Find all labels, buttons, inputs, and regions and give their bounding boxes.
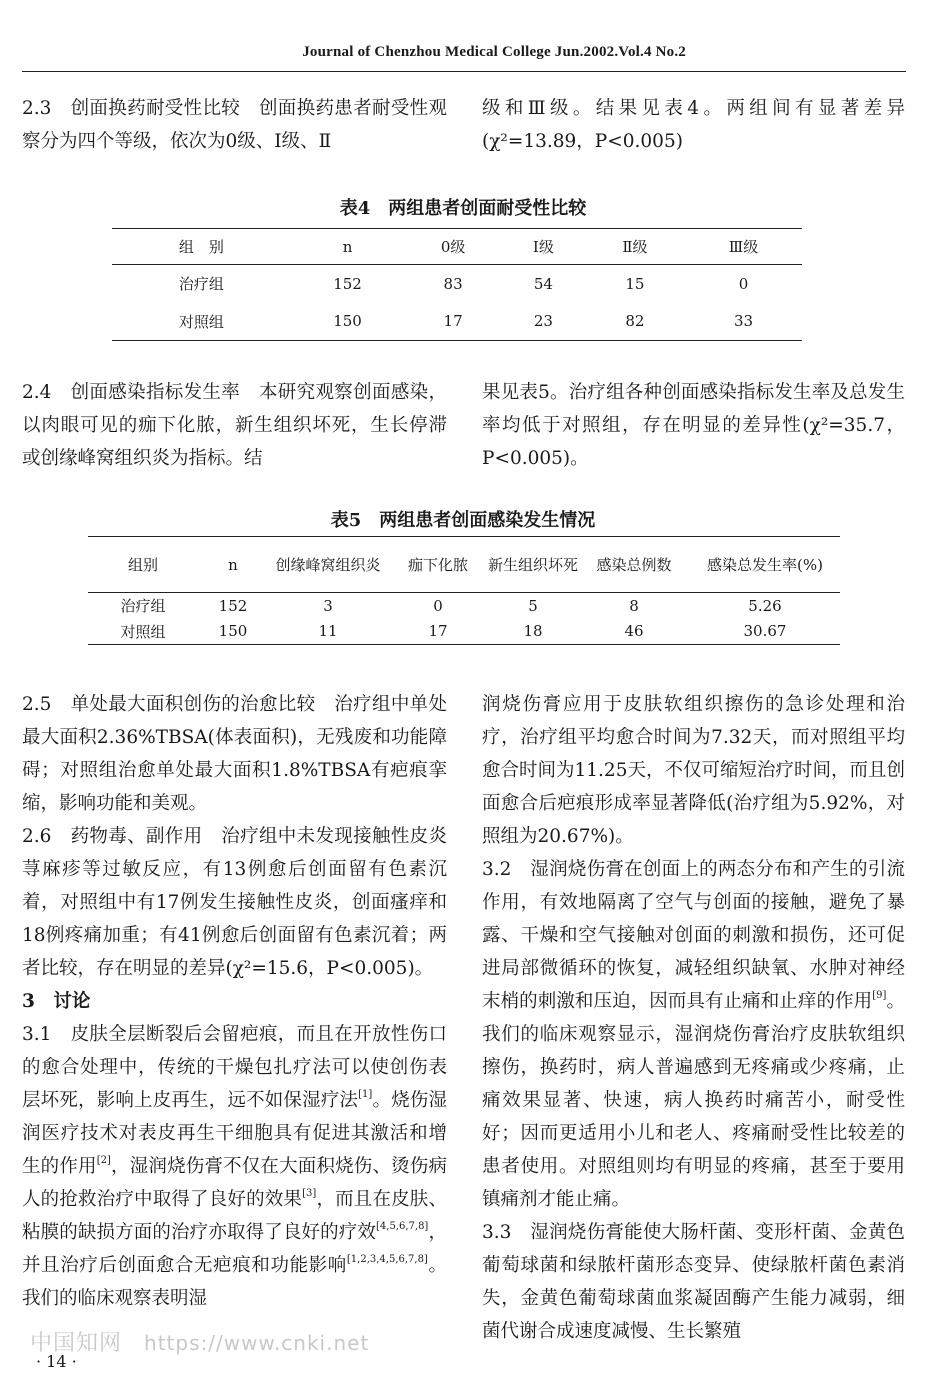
page-number: · 14 · [36,1352,77,1371]
table-header-cell: 感染总发生率(%) [707,555,823,574]
citation: [2] [96,1155,111,1166]
table-header-row [88,537,840,593]
table-cell: 30.67 [743,622,787,641]
table4 [112,228,802,341]
paragraph-2-6: 2.6 药物毒、副作用 治疗组中未发现接触性皮炎荨麻疹等过敏反应，有13例愈后创面留有色素沉着，对照组中有17例发生接触性皮炎，创面瘙痒和18例疼痛加重；有41例愈后创面留有色素沉着；两者比较，存在明显的差异(χ²=15.6，P<0.005)。 [22,826,447,979]
paragraph: 级和Ⅲ级。结果见表4。两组间有显著差异(χ²=13.89，P<0.005) [482,98,905,152]
section-2-3-right [482,92,905,162]
watermark-brand: 中国知网 [30,1331,123,1356]
running-header: Journal of Chenzhou Medical College Jun.2002.Vol.4 No.2 [302,44,686,60]
table5 [88,536,840,645]
citation: [4,5,6,7,8] [376,1221,429,1232]
citation: [3] [302,1188,317,1199]
table-cell: 17 [443,312,463,331]
table-cell: 18 [523,622,543,641]
table-cell: 33 [733,312,754,331]
watermark-url: https://www.cnki.net [144,1331,370,1355]
table-cell: 11 [318,622,338,641]
table-cell: 150 [333,312,362,331]
table-row [112,303,802,341]
table-header-cell: 创缘峰窝组织炎 [275,555,381,574]
table5-caption: 表5 两组患者创面感染发生情况 [330,510,596,531]
paragraph-3-3: 3.3 湿润烧伤膏能使大肠杆菌、变形杆菌、金黄色葡萄球菌和绿脓杆菌形态变异、使绿脓杆菌色素消失，金黄色葡萄球菌血浆凝固酶产生能力减弱，细菌代谢合成速度减慢、生长繁殖 [482,1222,905,1342]
table-row [112,265,802,303]
table-header-cell: 痂下化脓 [407,556,468,574]
section-2-4-right [482,376,905,475]
table-cell: 对照组 [178,312,224,331]
table-header-cell: 感染总例数 [596,556,672,574]
paragraph: 2.3 创面换药耐受性比较 创面换药患者耐受性观察分为四个等级，依次为0级、Ⅰ级、Ⅱ [22,98,447,152]
table-cell: 17 [428,622,448,641]
table-row [88,619,840,645]
paragraph-3-1: 3.1 皮肤全层断裂后会留疤痕，而且在开放性伤口的愈合处理中，传统的干燥包扎疗法可以使创伤表层坏死，影响上皮再生，远不如保湿疗法[1]。烧伤湿润医疗技术对表皮再生干细胞具有促进其激活和增生的作用[2]，湿润烧伤膏不仅在大面积烧伤、烫伤病人的抢救治疗中取得了良好的效果[3]，而且在皮肤、粘膜的缺损方面的治疗亦取得了良好的疗效[4,5,6,7,8]，并且治疗后创面愈合无疤痕和功能影响[1,2,3,4,5,6,7,8]。我们的临床观察表明湿 [22,1024,447,1309]
paragraph-2-5: 2.5 单处最大面积创伤的治愈比较 治疗组中单处最大面积2.36%TBSA(体表面积)，无残废和功能障碍；对照组治愈单处最大面积1.8%TBSA有疤痕挛缩，影响功能和美观。 [22,694,447,814]
table-header-cell: Ⅰ级 [532,238,554,256]
table-cell: 23 [533,312,553,331]
table-cell: 3 [323,596,333,615]
table-cell: 8 [629,596,639,615]
section-2-4-left [22,376,447,475]
paragraph-3-2: 3.2 湿润烧伤膏在创面上的两态分布和产生的引流作用，有效地隔离了空气与创面的接触，避免了暴露、干燥和空气接触对创面的刺激和损伤，还可促进局部微循环的恢复，减轻组织缺氧、水肿对神经末梢的刺激和压迫，因而具有止痛和止痒的作用[9]。我们的临床观察显示，湿润烧伤膏治疗皮肤软组织擦伤，换药时，病人普遍感到无疼痛或少疼痛，止痛效果显著、快速，病人换药时痛苦小，耐受性好；因而更适用小儿和老人、疼痛耐受性比较差的患者使用。对照组则均有明显的疼痛，甚至于要用镇痛剂才能止痛。 [482,859,905,1210]
table-cell: 治疗组 [120,597,166,616]
table-cell: 治疗组 [178,275,224,294]
table-cell: 15 [625,274,645,293]
table-cell: 82 [625,312,645,331]
table-header-cell: Ⅱ级 [622,238,648,256]
table-cell: 54 [533,274,553,293]
table-cell: 152 [218,596,248,615]
table-cell: 5 [528,596,538,615]
table-header-cell: n [228,555,238,574]
table-row [88,593,840,619]
table-cell: 152 [333,274,362,293]
table-header-cell: Ⅲ级 [728,238,759,256]
paragraph-3-1-cont: 润烧伤膏应用于皮肤软组织擦伤的急诊处理和治疗，治疗组平均愈合时间为7.32天，而对照组平均愈合时间为11.25天，不仅可缩短治疗时间，而且创面愈合后疤痕形成率显著降低(治疗组为5.92%，对照组为20.67%)。 [482,694,905,847]
table-cell: 83 [443,274,463,293]
table4-caption: 表4 两组患者创面耐受性比较 [339,198,587,219]
table-cell: 150 [218,622,248,641]
table-header-cell: n [342,237,353,256]
paragraph: 2.4 创面感染指标发生率 本研究观察创面感染，以肉眼可见的痂下化脓，新生组织坏死，生长停滞或创缘峰窝组织炎为指标。结 [22,382,447,469]
table-cell: 46 [624,622,644,641]
citation: [9] [872,990,887,1001]
table-header-cell: 组别 [127,556,158,574]
header-rule [22,71,906,72]
bottom-right-column [482,688,905,1348]
table-cell: 0 [433,596,443,615]
citation: [1,2,3,4,5,6,7,8] [346,1254,428,1265]
table-cell: 5.26 [748,596,782,615]
citation: [1] [358,1089,373,1100]
table-cell: 对照组 [120,622,166,641]
table-header-cell: 0级 [440,238,466,256]
table-header-cell: 组 别 [178,238,224,256]
paragraph: 果见表5。治疗组各种创面感染指标发生率及总发生率均低于对照组，存在明显的差异性(χ²=35.7，P<0.005)。 [482,382,905,469]
section-heading-3: 3 讨论 [22,991,91,1012]
table-cell: 0 [738,274,749,293]
bottom-left-column [22,688,447,1315]
table-header-row [112,229,802,265]
section-2-3-left [22,92,447,162]
watermark [30,1326,369,1357]
table-header-cell: 新生组织坏死 [488,555,579,574]
